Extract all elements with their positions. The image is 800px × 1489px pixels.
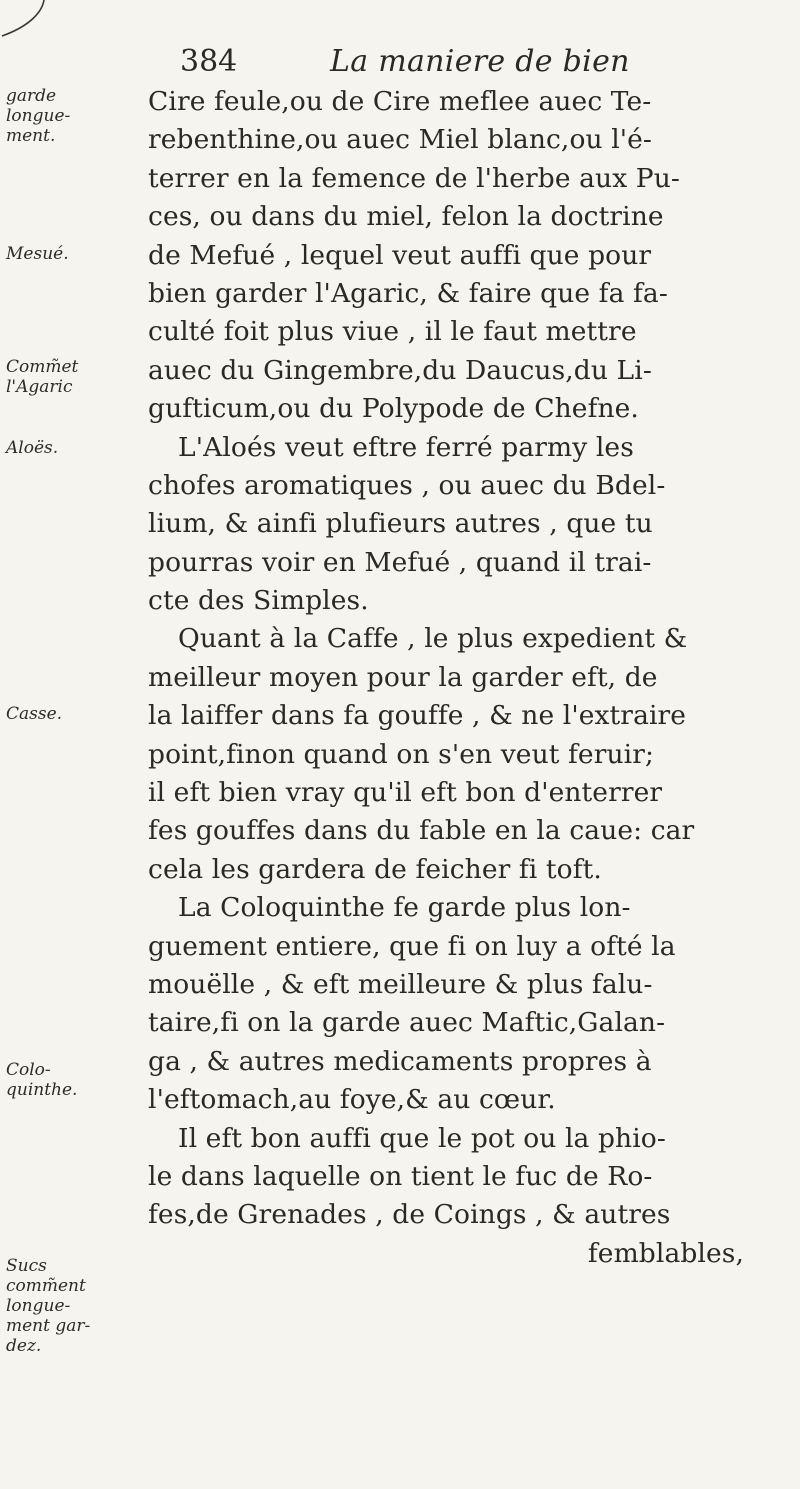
margin-note-coloquinthe: Colo- quinthe. (6, 1060, 78, 1100)
text-line: meilleur moyen pour la garder eft, de (148, 661, 658, 693)
body-text (148, 83, 796, 1273)
text-line: fes gouffes dans du fable en la caue: car (148, 815, 695, 847)
text-line: rebenthine,ou auec Miel blanc,ou l'é- (148, 124, 652, 156)
text-line: le dans laquelle on tient le fuc de Ro- (148, 1160, 653, 1192)
text-line: de Mefué , lequel veut auffi que pour (148, 239, 652, 271)
text-line: guement entiere, que fi on luy a ofté la (148, 930, 676, 962)
text-line: terrer en la femence de l'herbe aux Pu- (148, 162, 680, 194)
margin-note-aloes: Aloës. (6, 438, 59, 458)
text-line: auec du Gingembre,du Daucus,du Li- (148, 354, 652, 386)
text-line: chofes aromatiques , ou auec du Bdel- (148, 469, 666, 501)
margin-note-mesue: Mesué. (6, 244, 69, 264)
text-line: Cire feule,ou de Cire meflee auec Te- (148, 86, 652, 117)
text-line: culté foit plus viue , il le faut mettre (148, 316, 637, 348)
text-line: fes,de Grenades , de Coings , & autres (148, 1199, 671, 1231)
text-line: pourras voir en Mefué , quand il trai- (148, 546, 652, 578)
margin-note-garde: garde longue- ment. (6, 86, 71, 146)
text-line: cela les gardera de feicher fi toft. (148, 853, 602, 885)
text-line: l'eftomach,au foye,& au cœur. (148, 1084, 556, 1116)
text-line-catchword: femblables, (587, 1237, 744, 1269)
margin-notes (0, 0, 145, 1489)
text-line: bien garder l'Agaric, & faire que fa fa- (148, 277, 668, 309)
text-line: ces, ou dans du miel, felon la doctrine (148, 201, 664, 233)
text-line: la laiffer dans fa gouffe , & ne l'extraire (148, 700, 687, 732)
margin-note-sucs: Sucs comm̃ent longue- ment gar- dez. (6, 1256, 91, 1356)
text-line: cte des Simples. (148, 585, 369, 617)
text-line: ga , & autres medicaments propres à (148, 1045, 652, 1077)
text-line: gufticum,ou du Polypode de Chefne. (148, 393, 639, 425)
margin-note-casse: Casse. (6, 704, 63, 724)
text-line: La Coloquinthe fe garde plus lon- (178, 892, 631, 924)
page-number: 384 (180, 44, 238, 79)
margin-note-agaric: Comm̃et l'Agaric (6, 357, 79, 397)
text-line: point,finon quand on s'en veut feruir; (148, 738, 655, 770)
text-line: Il eft bon auffi que le pot ou la phio- (178, 1122, 666, 1154)
running-head: La maniere de bien (330, 44, 630, 79)
text-line: Quant à la Caffe , le plus expedient & (178, 623, 688, 655)
text-line: il eft bien vray qu'il eft bon d'enterrer (148, 777, 663, 809)
text-line: L'Aloés veut eftre ferré parmy les (178, 431, 634, 463)
text-line: mouëlle , & eft meilleure & plus falu- (148, 968, 653, 1000)
text-line: lium, & ainfi plufieurs autres , que tu (148, 508, 653, 540)
text-line: taire,fi on la garde auec Maftic,Galan- (148, 1007, 666, 1039)
